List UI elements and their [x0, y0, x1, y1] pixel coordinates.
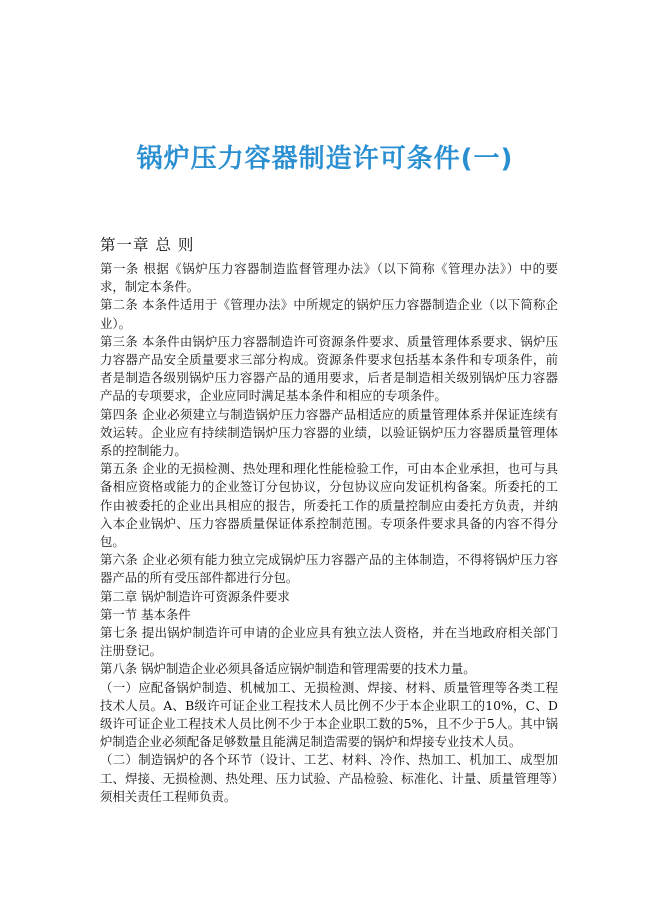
article-2-paragraph: 第二条 本条件适用于《管理办法》中所规定的锅炉压力容器制造企业（以下简称企业）。: [100, 297, 558, 331]
article-8-item-2: （二）制造锅炉的各个环节（设计、工艺、材料、冷作、热加工、机加工、成型加工、焊接、无损检测、热处理、压力试验、产品检验、标准化、计量、质量管理等）须相关责任工程师负责。: [100, 752, 558, 804]
section-1-heading: 第一节 基本条件: [100, 606, 191, 622]
article-1-paragraph: 第一条 根据《锅炉压力容器制造监督管理办法》（以下简称《管理办法》）中的要求，制定本条件。: [100, 261, 558, 295]
article-4-paragraph: 第四条 企业必须建立与制造锅炉压力容器产品相适应的质量管理体系并保证连续有效运转。企业应有持续制造锅炉压力容器的业绩，以验证锅炉压力容器质量管理体系的控制能力。: [100, 406, 558, 459]
chapter-2-heading: 第二章 锅炉制造许可资源条件要求: [100, 588, 290, 604]
document-title: 锅炉压力容器制造许可条件(一): [136, 144, 514, 174]
article-8-paragraph: 第八条 锅炉制造企业必须具备适应锅炉制造和管理需要的技术力量。: [100, 661, 476, 677]
article-8-item-1: （一）应配备锅炉制造、机械加工、无损检测、焊接、材料、质量管理等各类工程技术人员。A、B级许可证企业工程技术人员比例不少于本企业职工的10%，C、D级许可证企业工程技术人员比例不少于本企业职工数的5%，且不少于5人。其中锅炉制造企业必须配备足够数量且能满足制造需要的锅炉和焊接专业技术人员。: [100, 679, 558, 750]
article-7-paragraph: 第七条 提出锅炉制造许可申请的企业应具有独立法人资格，并在当地政府相关部门注册登记。: [100, 625, 558, 659]
chapter-heading: 第一章 总 则: [100, 236, 195, 254]
article-6-paragraph: 第六条 企业必须有能力独立完成锅炉压力容器产品的主体制造，不得将锅炉压力容器产品的所有受压部件都进行分包。: [100, 552, 558, 586]
article-3-paragraph: 第三条 本条件由锅炉压力容器制造许可资源条件要求、质量管理体系要求、锅炉压力容器产品安全质量要求三部分构成。资源条件要求包括基本条件和专项条件，前者是制造各级别锅炉压力容器产品的通用要求，后者是制造相关级别锅炉压力容器产品的专项要求，企业应同时满足基本条件和相应的专项条件。: [100, 333, 558, 404]
article-5-paragraph: 第五条 企业的无损检测、热处理和理化性能检验工作，可由本企业承担，也可与具备相应资格或能力的企业签订分包协议，分包协议应向发证机构备案。所委托的工作由被委托的企业出具相应的报告，所委托工作的质量控制应由委托方负责，并纳入本企业锅炉、压力容器质量保证体系控制范围。专项条件要求具备的内容不得分包。: [100, 461, 558, 550]
document-body: [100, 234, 558, 806]
